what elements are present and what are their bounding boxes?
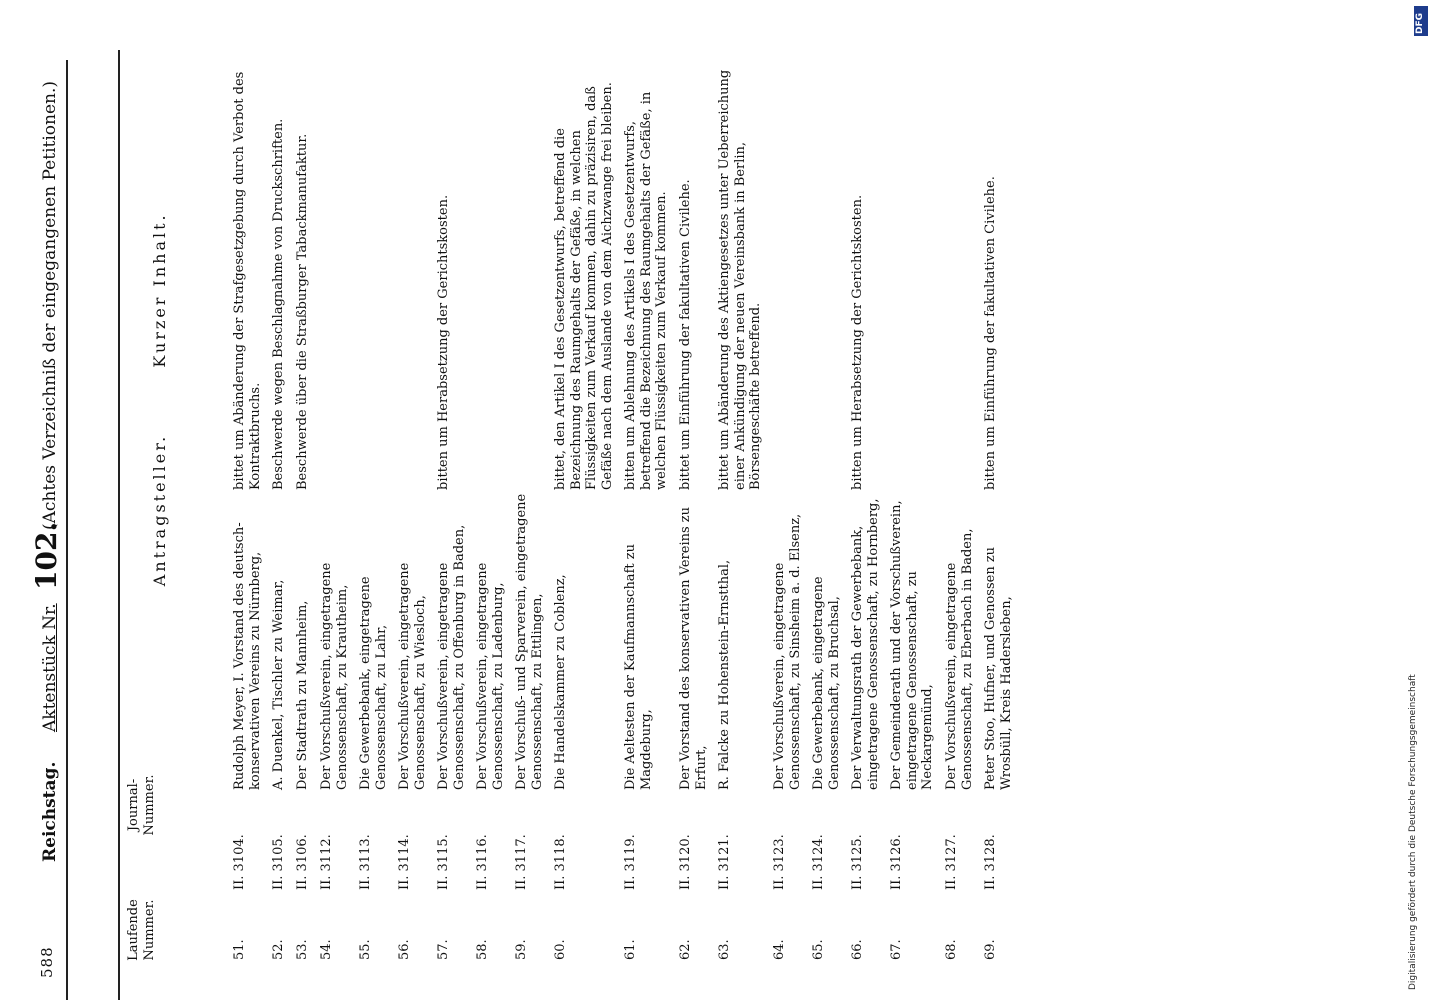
row-journal-nummer: II. 3112.	[319, 834, 334, 890]
row-antragsteller: Die Gewerbebank, eingetragene Genossenschaft, zu Bruchsal,	[811, 576, 842, 790]
dfg-logo-icon: DFG	[1414, 6, 1428, 36]
table-row	[889, 40, 936, 1000]
row-laufende-nummer: 66.	[850, 939, 865, 960]
row-laufende-nummer: 51.	[232, 939, 247, 960]
table-top-rule	[66, 60, 68, 1000]
row-laufende-nummer: 59.	[514, 939, 529, 960]
row-journal-nummer: II. 3127.	[944, 834, 959, 890]
row-antragsteller: Die Gewerbebank, eingetragene Genossenschaft, zu Lahr,	[358, 576, 389, 790]
row-laufende-nummer: 55.	[358, 939, 373, 960]
row-journal-nummer: II. 3125.	[850, 834, 865, 890]
row-antragsteller: Der Vorschußverein, eingetragene Genossenschaft, zu Wiesloch,	[397, 562, 428, 790]
page-number: 588	[38, 946, 56, 978]
table-row	[319, 40, 350, 1000]
row-journal-nummer: II. 3123.	[772, 834, 787, 890]
row-journal-nummer: II. 3124.	[811, 834, 826, 890]
row-journal-nummer: II. 3105.	[271, 834, 286, 890]
row-antragsteller: Rudolph Meyer, I. Vorstand des deutsch-konservativen Vereins zu Nürnberg,	[232, 522, 263, 790]
table-row	[271, 40, 286, 1000]
row-antragsteller: Der Vorstand des konservativen Vereins zu Erfurt,	[678, 506, 709, 790]
row-antragsteller: Der Vorschußverein, eingetragene Genossenschaft, zu Sinsheim a. d. Elsenz,	[772, 513, 803, 790]
header-number: 102.	[30, 521, 63, 590]
row-laufende-nummer: 69.	[983, 939, 998, 960]
row-journal-nummer: II. 3115.	[436, 834, 451, 890]
table-row	[944, 40, 975, 1000]
row-journal-nummer: II. 3118.	[553, 834, 568, 890]
row-journal-nummer: II. 3121.	[717, 834, 732, 890]
column-header-journal-nummer: Journal-Nummer.	[126, 774, 158, 836]
column-header-kurzer-inhalt: Kurzer Inhalt.	[150, 212, 169, 368]
column-header-antragsteller: Antragsteller.	[150, 433, 169, 587]
row-laufende-nummer: 68.	[944, 939, 959, 960]
table-row	[514, 40, 545, 1000]
row-journal-nummer: II. 3128.	[983, 834, 998, 890]
row-antragsteller: Der Vorschuß- und Sparverein, eingetragene Genossenschaft, zu Ettlingen,	[514, 493, 545, 790]
table-row	[983, 40, 1014, 1000]
row-laufende-nummer: 52.	[271, 939, 286, 960]
row-inhalt: bitten um Herabsetzung der Gerichtskosten.	[850, 194, 865, 490]
row-journal-nummer: II. 3114.	[397, 834, 412, 890]
row-laufende-nummer: 58.	[475, 939, 490, 960]
row-journal-nummer: II. 3120.	[678, 834, 693, 890]
row-journal-nummer: II. 3113.	[358, 834, 373, 890]
table-row	[678, 40, 709, 1000]
row-laufende-nummer: 53.	[295, 939, 310, 960]
header-aktenstueck: Aktenstück Nr.	[40, 603, 60, 732]
table-header-rule	[118, 50, 120, 1000]
row-laufende-nummer: 57.	[436, 939, 451, 960]
row-journal-nummer: II. 3106.	[295, 834, 310, 890]
row-antragsteller: Der Gemeinderath und der Vorschußverein, eingetragene Genossenschaft, zu Neckargemünd,	[889, 500, 936, 790]
table-row	[850, 40, 881, 1000]
table-row	[553, 40, 615, 1000]
row-laufende-nummer: 67.	[889, 939, 904, 960]
table-row	[397, 40, 428, 1000]
row-journal-nummer: II. 3104.	[232, 834, 247, 890]
row-inhalt: bitten um Ablehnung des Artikels I des Gesetzentwurfs, betreffend die Bezeichnung des Raumgehalts der Gefäße, in welchen Flüssigkeiten zum Verkauf kommen.	[623, 91, 670, 490]
row-inhalt: bittet um Abänderung des Aktiengesetzes unter Ueberreichung einer Ankündigung der neuen Vereinsbank in Berlin, Börsengeschäfte betreffend.	[717, 69, 764, 490]
row-inhalt: bitten um Herabsetzung der Gerichtskosten.	[436, 194, 451, 490]
row-laufende-nummer: 64.	[772, 939, 787, 960]
row-antragsteller: A. Duenkel, Tischler zu Weimar,	[271, 579, 286, 790]
row-antragsteller: Die Aeltesten der Kaufmannschaft zu Magdeburg,	[623, 544, 654, 790]
table-row	[295, 40, 310, 1000]
row-journal-nummer: II. 3116.	[475, 834, 490, 890]
table-row	[811, 40, 842, 1000]
header-subtitle: (Achtes Verzeichniß der eingegangenen Petitionen.)	[40, 80, 60, 530]
row-journal-nummer: II. 3119.	[623, 834, 638, 890]
row-antragsteller: R. Falcke zu Hohenstein-Ernstthal,	[717, 559, 732, 790]
row-laufende-nummer: 56.	[397, 939, 412, 960]
table-row	[232, 40, 263, 1000]
row-inhalt: Beschwerde über die Straßburger Tabackmanufaktur.	[295, 133, 310, 490]
column-header-laufende-nummer: Laufende Nummer.	[126, 899, 158, 961]
side-credit-text: Digitalisierung gefördert durch die Deutsche Forschungsgemeinschaft	[1408, 674, 1418, 990]
row-antragsteller: Die Handelskammer zu Coblenz,	[553, 574, 568, 790]
row-inhalt: bittet, den Artikel I des Gesetzentwurfs, betreffend die Bezeichnung des Raumgehalts der Gefäße, in welchen Flüssigkeiten zum Verkauf kommen, dahin zu präzisiren, daß Gefäße nach dem Auslande von dem Aichzwange frei bleiben.	[553, 82, 615, 490]
side-credit	[1408, 10, 1432, 990]
row-antragsteller: Der Vorschußverein, eingetragene Genossenschaft, zu Ladenburg,	[475, 562, 506, 790]
row-inhalt: bitten um Einführung der fakultativen Civilehe.	[983, 176, 998, 490]
row-inhalt: Beschwerde wegen Beschlagnahme von Druckschriften.	[271, 118, 286, 490]
row-journal-nummer: II. 3126.	[889, 834, 904, 890]
row-laufende-nummer: 61.	[623, 939, 638, 960]
table-row	[623, 40, 670, 1000]
header-reichstag: Reichstag.	[40, 761, 60, 862]
row-inhalt: bittet um Einführung der fakultativen Civilehe.	[678, 179, 693, 490]
row-inhalt: bittet um Abänderung der Strafgesetzgebung durch Verbot des Kontraktbruchs.	[232, 71, 263, 490]
table-row	[717, 40, 764, 1000]
table-row	[772, 40, 803, 1000]
row-antragsteller: Peter Stoo, Hufner, und Genossen zu Wrosbüll, Kreis Hadersleben,	[983, 546, 1014, 790]
table-row	[358, 40, 389, 1000]
row-antragsteller: Der Stadtrath zu Mannheim,	[295, 600, 310, 790]
page-header	[0, 0, 80, 1000]
table-row	[436, 40, 467, 1000]
row-laufende-nummer: 62.	[678, 939, 693, 960]
row-journal-nummer: II. 3117.	[514, 834, 529, 890]
table-row	[475, 40, 506, 1000]
row-laufende-nummer: 63.	[717, 939, 732, 960]
row-laufende-nummer: 60.	[553, 939, 568, 960]
row-laufende-nummer: 65.	[811, 939, 826, 960]
row-antragsteller: Der Verwaltungsrath der Gewerbebank, eingetragene Genossenschaft, zu Hornberg,	[850, 498, 881, 790]
row-antragsteller: Der Vorschußverein, eingetragene Genossenschaft, zu Krautheim,	[319, 562, 350, 790]
row-laufende-nummer: 54.	[319, 939, 334, 960]
row-antragsteller: Der Vorschußverein, eingetragene Genossenschaft, zu Offenburg in Baden,	[436, 524, 467, 790]
row-antragsteller: Der Vorschußverein, eingetragene Genossenschaft, zu Eberbach in Baden,	[944, 528, 975, 790]
